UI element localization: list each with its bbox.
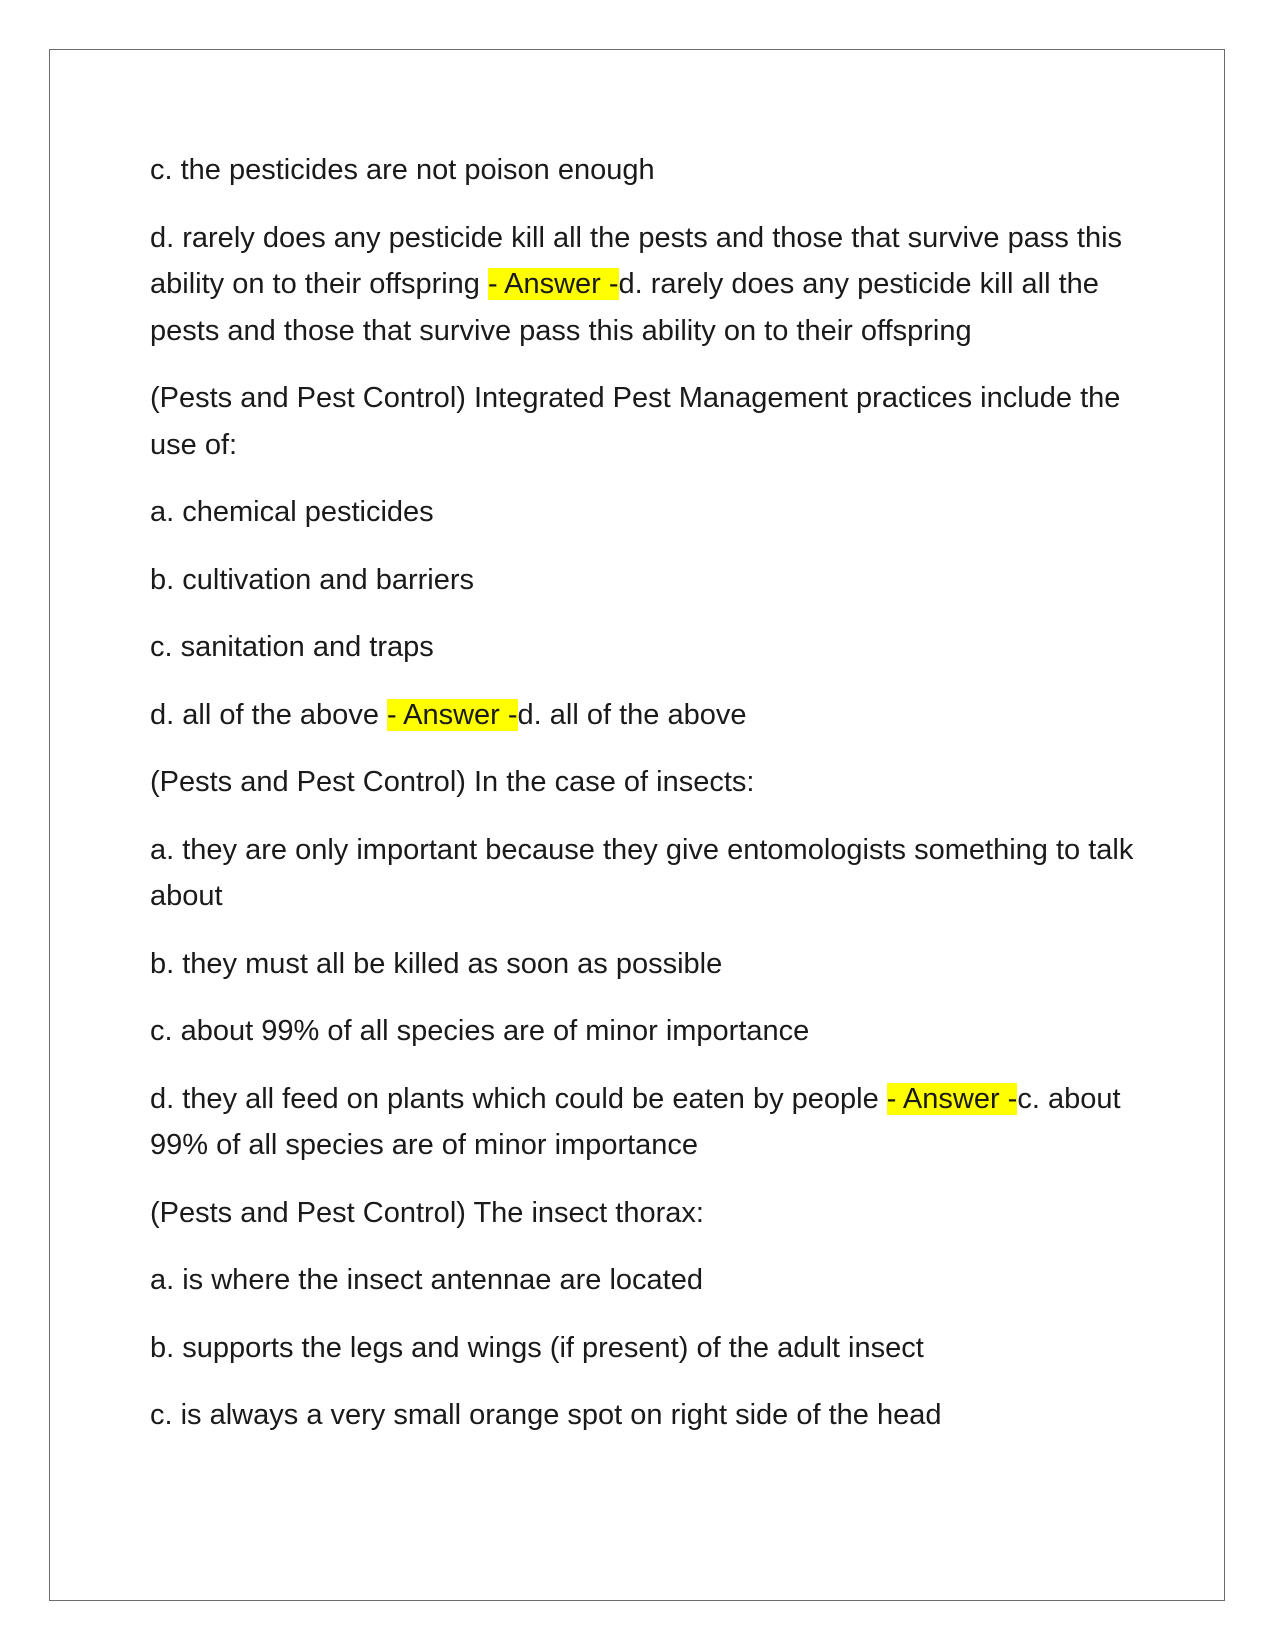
paragraph-11 (150, 1008, 1140, 1055)
paragraph-16 (150, 1392, 1140, 1439)
paragraph-15 (150, 1325, 1140, 1372)
answer-text: d. rarely does any pesticide kill all the pests and those that survive pass this ability on to their offspring (150, 268, 1099, 347)
paragraph-text: a. is where the insect antennae are located (150, 1264, 703, 1296)
paragraph-5 (150, 557, 1140, 604)
document-body (150, 147, 1140, 1460)
paragraph-text: a. chemical pesticides (150, 496, 434, 528)
paragraph-2-answer (150, 215, 1140, 355)
question-text: d. all of the above (150, 698, 387, 731)
question-text: d. they all feed on plants which could be eaten by people (150, 1082, 887, 1115)
paragraph-9 (150, 827, 1140, 920)
paragraph-14 (150, 1257, 1140, 1304)
answer-text: d. all of the above (517, 698, 747, 731)
paragraph-text: c. about 99% of all species are of minor importance (150, 1015, 810, 1047)
paragraph-text: c. sanitation and traps (150, 631, 434, 663)
paragraph-12-answer (150, 1076, 1140, 1169)
question-text: d. rarely does any pesticide kill all the pests and those that survive pass this ability on to their offspring (150, 221, 1123, 300)
paragraph-7-answer (150, 692, 1140, 739)
paragraph-3-question (150, 375, 1140, 468)
answer-highlight: - Answer - (387, 698, 518, 731)
answer-highlight: - Answer - (488, 268, 619, 300)
paragraph-text: a. they are only important because they give entomologists something to talk about (150, 833, 1134, 912)
paragraph-1 (150, 147, 1140, 194)
paragraph-6 (150, 624, 1140, 671)
paragraph-text: c. the pesticides are not poison enough (150, 154, 655, 186)
paragraph-text: b. they must all be killed as soon as possible (150, 947, 723, 980)
answer-highlight: - Answer - (886, 1082, 1018, 1115)
paragraph-text: (Pests and Pest Control) The insect thorax: (150, 1196, 704, 1229)
paragraph-text: b. cultivation and barriers (150, 563, 474, 596)
paragraph-text: (Pests and Pest Control) In the case of insects: (150, 766, 755, 798)
paragraph-text: b. supports the legs and wings (if present) of the adult insect (150, 1331, 924, 1364)
paragraph-4 (150, 489, 1140, 536)
answer-text: c. about 99% of all species are of minor importance (150, 1082, 1121, 1161)
paragraph-10 (150, 941, 1140, 988)
paragraph-text: c. is always a very small orange spot on right side of the head (150, 1399, 942, 1431)
paragraph-text: (Pests and Pest Control) Integrated Pest Management practices include the use of: (150, 382, 1121, 461)
paragraph-8-question (150, 759, 1140, 806)
paragraph-13-question (150, 1190, 1140, 1237)
